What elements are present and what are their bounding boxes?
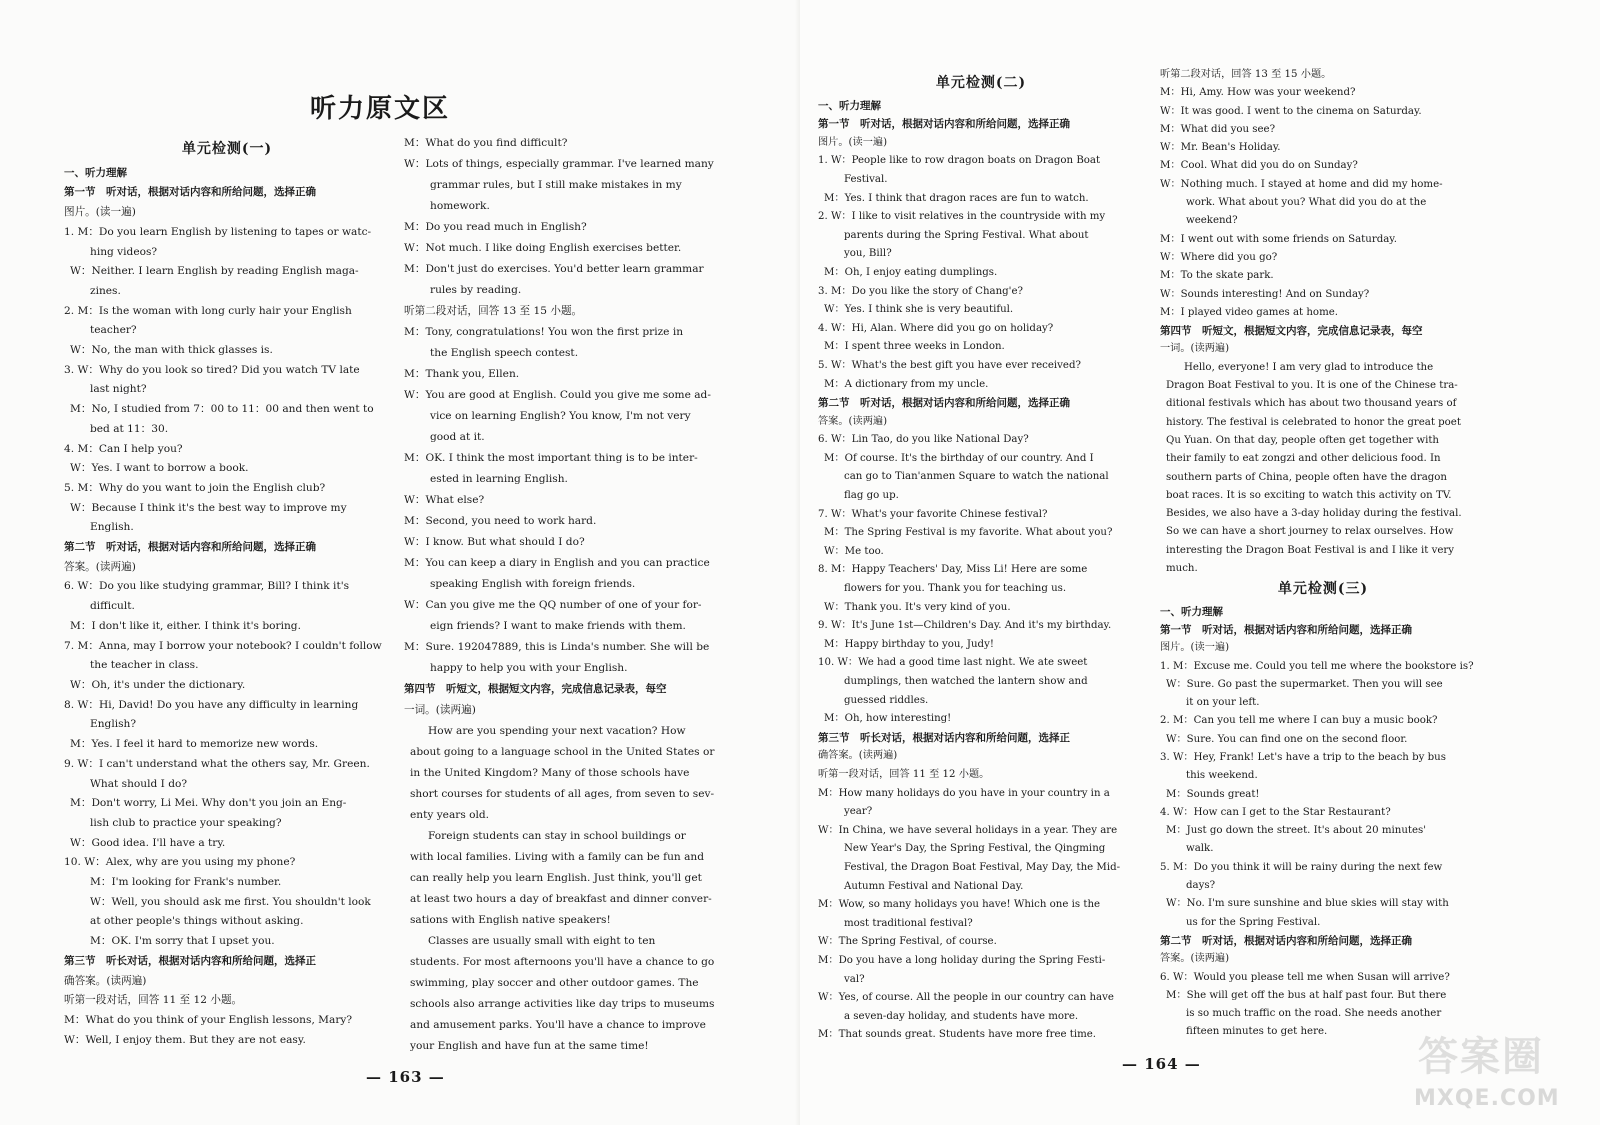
text-line: M：Of course. It's the birthday of our country. And I	[824, 452, 1094, 464]
text-line: W：Oh, it's under the dictionary.	[70, 678, 246, 691]
text-line: schools also arrange activities like day trips to museums	[410, 998, 715, 1010]
text-line: So we can have a short journey to relax ourselves. How	[1166, 526, 1454, 538]
text-line: 一词。(读两遍)	[1160, 343, 1230, 355]
paragraph-line: Foreign students can stay in school buildings or	[428, 830, 686, 842]
text-line: Autumn Festival and National Day.	[844, 880, 1024, 892]
page-number-left: — 163 —	[366, 1068, 445, 1086]
text-line: with local families. Living with a family can be fun and	[410, 851, 705, 863]
text-line: M：Sounds great!	[1166, 788, 1260, 800]
text-line: M：Don't worry, Li Mei. Why don't you join an Eng-	[70, 797, 347, 810]
text-line: M：Hi, Amy. How was your weekend?	[1160, 87, 1356, 99]
part-heading: 第二节 听对话，根据对话内容和所给问题，选择正确	[818, 397, 1070, 410]
text-line: W：Not much. I like doing English exercises better.	[404, 242, 682, 254]
text-line: Festival, the Dragon Boat Festival, May Day, the Mid-	[844, 861, 1121, 873]
text-line: enty years old.	[410, 809, 490, 821]
text-line: a seven-day holiday, and students have more.	[844, 1010, 1079, 1022]
text-line: Festival.	[844, 173, 888, 185]
text-line: W：Nothing much. I stayed at home and did my home-	[1160, 178, 1443, 190]
text-line: lish club to practice your speaking?	[90, 816, 282, 829]
text-line: 4. W：Hi, Alan. Where did you go on holiday?	[818, 322, 1054, 334]
text-line: guessed riddles.	[844, 694, 929, 706]
text-line: W：No, the man with thick glasses is.	[70, 344, 273, 357]
text-line: rules by reading.	[430, 284, 522, 296]
text-line: M：What did you see?	[1160, 123, 1276, 135]
text-line: vice on learning English? You know, I'm not very	[430, 410, 691, 422]
text-line: 一词。(读两遍)	[404, 704, 476, 716]
text-line: val?	[844, 973, 865, 985]
text-line: this weekend.	[1186, 770, 1258, 782]
text-line: 2. M：Is the woman with long curly hair your English	[64, 304, 352, 317]
text-line: 3. W：Why do you look so tired? Did you watch TV late	[64, 363, 360, 376]
text-line: M：Happy birthday to you, Judy!	[824, 638, 994, 650]
text-line: 4. W：How can I get to the Star Restaurant?	[1160, 806, 1391, 818]
text-line: 确答案。(读两遍)	[818, 750, 898, 762]
text-line: 6. W：Do you like studying grammar, Bill? I think it's	[64, 580, 350, 593]
text-line: walk.	[1186, 843, 1214, 855]
text-line: W：Yes. I want to borrow a book.	[70, 462, 249, 475]
text-line: grammar rules, but I still make mistakes in my	[430, 179, 682, 191]
text-line: your English and have fun at the same time!	[410, 1040, 649, 1052]
text-line: M：Yes. I feel it hard to memorize new words.	[70, 738, 319, 751]
text-line: 7. W：What's your favorite Chinese festival?	[818, 508, 1048, 520]
watermark	[1408, 1025, 1588, 1115]
text-line: the teacher in class.	[90, 659, 199, 672]
text-line: W：In China, we have several holidays in a year. They are	[818, 824, 1118, 836]
page-title: 听力原文区	[310, 94, 451, 124]
part-heading: 第一节 听对话，根据对话内容和所给问题，选择正确	[818, 118, 1070, 131]
text-line: good at it.	[430, 431, 485, 443]
text-line: 7. M：Anna, may I borrow your notebook? I couldn't follow	[64, 639, 382, 652]
text-line: their family to eat zongzi and other delicious food. In	[1166, 453, 1441, 465]
text-line: can go to Tian'anmen Square to watch the national	[844, 471, 1109, 483]
watermark-logo: 答案圈	[1418, 1034, 1544, 1080]
text-line: M：Cool. What did you do on Sunday?	[1160, 160, 1358, 172]
text-line: M：Sure. 192047889, this is Linda's number. She will be	[404, 641, 710, 653]
text-line: year?	[844, 806, 873, 818]
text-line: W：I know. But what should I do?	[404, 536, 585, 548]
text-line: difficult.	[90, 600, 135, 613]
text-line: us for the Spring Festival.	[1186, 916, 1321, 928]
text-line: M：You can keep a diary in English and you can practice	[404, 557, 710, 569]
text-line: and amusement parks. You'll have a chance to improve	[410, 1019, 706, 1031]
section-heading: 单元检测(二)	[935, 75, 1027, 91]
text-line: W：Neither. I learn English by reading English maga-	[70, 265, 359, 278]
text-line: W：What else?	[404, 494, 485, 506]
text-line: 3. W：Hey, Frank! Let's have a trip to the beach by bus	[1160, 751, 1446, 763]
text-line: at other people's things without asking.	[90, 915, 304, 928]
text-line: 10. W：Alex, why are you using my phone?	[64, 856, 296, 869]
part-heading: 第二节 听对话，根据对话内容和所给问题，选择正确	[64, 541, 316, 554]
text-line: 答案。(读两遍)	[818, 415, 888, 427]
text-line: teacher?	[90, 324, 137, 337]
text-line: the English speech contest.	[430, 347, 579, 359]
text-line: W：Me too.	[824, 545, 884, 557]
text-line: M：What do you think of your English lessons, Mary?	[64, 1013, 353, 1026]
text-line: much.	[1166, 563, 1198, 575]
page-right	[800, 0, 1600, 1125]
text-line: 听第一段对话，回答 11 至 12 小题。	[64, 994, 243, 1007]
text-line: English.	[90, 521, 134, 534]
text-line: about going to a language school in the United States or	[410, 746, 715, 758]
text-line: M：Don't just do exercises. You'd better learn grammar	[404, 263, 704, 275]
text-line: M：Do you have a long holiday during the Spring Festi-	[818, 954, 1106, 966]
text-line: M：I played video games at home.	[1160, 306, 1338, 318]
text-line: M：OK. I think the most important thing is to be inter-	[404, 452, 698, 464]
text-line: W：Can you give me the QQ number of one of your for-	[404, 599, 702, 611]
text-line: ditional festivals which has about two thousand years of	[1166, 398, 1457, 410]
text-line: W：You are good at English. Could you give me some ad-	[404, 389, 711, 401]
text-line: parents during the Spring Festival. What about	[844, 229, 1089, 241]
text-line: Dragon Boat Festival to you. It is one of the Chinese tra-	[1166, 380, 1458, 392]
text-line: 3. M：Do you like the story of Chang'e?	[818, 285, 1023, 297]
text-line: W：Sounds interesting! And on Sunday?	[1160, 288, 1370, 300]
text-line: M：Oh, I enjoy eating dumplings.	[824, 266, 998, 278]
text-line: 图片。(读一遍)	[64, 206, 136, 219]
text-line: you, Bill?	[844, 248, 892, 260]
text-line: boat races. It is so exciting to watch this activity on TV.	[1166, 489, 1452, 501]
text-line: 听第二段对话，回答 13 至 15 小题。	[1160, 69, 1332, 80]
text-line: can really help you learn English. Just think, you'll get	[410, 872, 702, 884]
text-line: W：Sure. Go past the supermarket. Then you will see	[1166, 678, 1443, 690]
paragraph-line: Hello, everyone! I am very glad to introduce the	[1184, 361, 1434, 373]
text-line: New Year's Day, the Spring Festival, the Qingming	[844, 843, 1106, 855]
text-line: W：Thank you. It's very kind of you.	[824, 601, 1011, 613]
text-line: M：What do you find difficult?	[404, 137, 568, 149]
text-line: history. The festival is celebrated to honor the great poet	[1166, 416, 1461, 428]
text-line: in the United Kingdom? Many of those schools have	[410, 767, 690, 779]
part-heading: 第三节 听长对话，根据对话内容和所给问题，选择正	[64, 954, 316, 967]
text-line: at least two hours a day of breakfast and dinner conver-	[410, 893, 712, 905]
text-line: 1. W：People like to row dragon boats on Dragon Boat	[818, 155, 1101, 167]
text-line: 5. W：What's the best gift you have ever received?	[818, 359, 1081, 371]
text-line: flowers for you. Thank you for teaching us.	[844, 583, 1067, 595]
text-line: speaking English with foreign friends.	[430, 578, 636, 590]
text-line: 6. W：Lin Tao, do you like National Day?	[818, 434, 1029, 446]
text-line: 6. W：Would you please tell me when Susan will arrive?	[1160, 971, 1450, 983]
watermark-url: MXQE.COM	[1414, 1086, 1560, 1111]
text-line: most traditional festival?	[844, 917, 973, 929]
text-line: M：A dictionary from my uncle.	[824, 378, 989, 390]
text-line: sations with English native speakers!	[410, 914, 611, 926]
part-heading: 第三节 听长对话，根据对话内容和所给问题，选择正	[818, 731, 1070, 744]
text-line: 确答案。(读两遍)	[64, 974, 147, 987]
text-column-4	[1160, 66, 1486, 1042]
text-line: M：That sounds great. Students have more free time.	[818, 1029, 1097, 1041]
text-line: M：Wow, so many holidays you have! Which one is the	[818, 899, 1101, 911]
text-line: 图片。(读一遍)	[818, 136, 888, 148]
text-line: short courses for students of all ages, from seven to sev-	[410, 788, 715, 800]
text-line: 图片。(读一遍)	[1160, 642, 1230, 654]
paragraph-line: Classes are usually small with eight to ten	[428, 935, 656, 947]
text-line: M：Yes. I think that dragon races are fun to watch.	[824, 192, 1089, 204]
text-line: swimming, play soccer and other outdoor games. The	[410, 977, 699, 989]
part-heading: 第四节 听短文，根据短文内容，完成信息记录表，每空	[1160, 325, 1423, 338]
text-line: bed at 11：30.	[90, 422, 169, 435]
text-line: is so much traffic on the road. She needs another	[1186, 1008, 1442, 1020]
text-line: Qu Yuan. On that day, people often get together with	[1166, 434, 1439, 446]
text-line: W：It was good. I went to the cinema on Saturday.	[1160, 105, 1422, 117]
text-line: 听第二段对话，回答 13 至 15 小题。	[404, 305, 583, 317]
text-line: What should I do?	[90, 777, 188, 790]
text-line: M：OK. I'm sorry that I upset you.	[90, 935, 275, 948]
text-line: M：She will get off the bus at half past four. But there	[1166, 989, 1447, 1001]
text-line: flag go up.	[844, 490, 899, 502]
text-line: 8. M：Happy Teachers' Day, Miss Li! Here are some	[818, 564, 1088, 576]
text-line: 2. W：I like to visit relatives in the countryside with my	[818, 211, 1106, 223]
text-line: M：I spent three weeks in London.	[824, 341, 1005, 353]
part-heading: 一、听力理解	[818, 99, 881, 112]
text-line: weekend?	[1186, 215, 1238, 227]
text-line: zines.	[90, 284, 121, 297]
text-column-3	[818, 72, 1144, 1045]
text-line: M：Second, you need to work hard.	[404, 515, 597, 527]
part-heading: 第四节 听短文，根据短文内容，完成信息记录表，每空	[404, 683, 667, 695]
text-line: 听第一段对话，回答 11 至 12 小题。	[818, 768, 990, 780]
text-line: 1. M：Do you learn English by listening to tapes or watc-	[64, 225, 372, 238]
text-line: English?	[90, 718, 137, 731]
text-line: hing videos?	[90, 245, 158, 258]
text-line: eign friends? I want to make friends with them.	[430, 620, 686, 632]
text-line: fifteen minutes to get here.	[1186, 1026, 1328, 1038]
text-line: W：Mr. Bean's Holiday.	[1160, 142, 1281, 154]
text-line: 8. W：Hi, David! Do you have any difficulty in learning	[64, 698, 359, 711]
part-heading: 第一节 听对话，根据对话内容和所给问题，选择正确	[1160, 623, 1412, 636]
part-heading: 第一节 听对话，根据对话内容和所给问题，选择正确	[64, 186, 316, 199]
text-line: M：Do you read much in English?	[404, 221, 587, 233]
text-line: W：Because I think it's the best way to improve my	[70, 501, 347, 514]
text-line: 9. W：It's June 1st—Children's Day. And it's my birthday.	[818, 620, 1112, 632]
text-line: W：No. I'm sure sunshine and blue skies will stay with	[1166, 898, 1449, 910]
text-line: M：Tony, congratulations! You won the first prize in	[404, 326, 684, 338]
text-line: 1. M：Excuse me. Could you tell me where the bookstore is?	[1160, 660, 1474, 672]
text-line: M：The Spring Festival is my favorite. What about you?	[824, 527, 1113, 539]
text-line: M：I went out with some friends on Saturday.	[1160, 233, 1397, 245]
text-line: M：I don't like it, either. I think it's boring.	[70, 619, 301, 632]
text-column-2	[404, 133, 729, 1057]
text-line: W：Yes, of course. All the people in our country can have	[818, 992, 1114, 1004]
text-line: M：Thank you, Ellen.	[404, 368, 520, 380]
text-line: W：Yes. I think she is very beautiful.	[824, 304, 1014, 316]
text-line: M：I'm looking for Frank's number.	[90, 876, 282, 889]
text-line: 答案。(读两遍)	[1160, 953, 1230, 965]
text-line: 5. M：Do you think it will be rainy during the next few	[1160, 861, 1443, 873]
text-line: homework.	[430, 200, 490, 212]
text-line: W：Good idea. I'll have a try.	[70, 836, 226, 849]
text-line: 10. W：We had a good time last night. We ate sweet	[818, 657, 1088, 669]
text-line: M：Oh, how interesting!	[824, 713, 952, 725]
text-line: happy to help you with your English.	[430, 662, 628, 674]
text-line: W：Well, I enjoy them. But they are not easy.	[64, 1033, 306, 1046]
section-heading: 单元检测(一)	[181, 141, 273, 157]
text-line: M：No, I studied from 7：00 to 11：00 and then went to	[70, 403, 374, 416]
text-line: W：Lots of things, especially grammar. I've learned many	[404, 158, 714, 170]
text-line: W：Where did you go?	[1160, 251, 1278, 263]
text-line: W：Well, you should ask me first. You shouldn't look	[90, 895, 371, 908]
text-column-1	[64, 138, 390, 1050]
text-line: work. What about you? What did you do at the	[1186, 197, 1427, 209]
page-number-right: — 164 —	[1122, 1055, 1201, 1073]
text-line: dumplings, then watched the lantern show and	[844, 676, 1088, 687]
part-heading: 第二节 听对话，根据对话内容和所给问题，选择正确	[1160, 934, 1412, 947]
text-line: W：Sure. You can find one on the second floor.	[1166, 733, 1408, 745]
part-heading: 一、听力理解	[1160, 605, 1223, 618]
text-line: 5. M：Why do you want to join the English club?	[64, 481, 326, 494]
paragraph-line: How are you spending your next vacation? How	[428, 725, 686, 737]
text-line: M：To the skate park.	[1160, 270, 1274, 282]
text-line: ested in learning English.	[430, 473, 568, 485]
text-line: 2. M：Can you tell me where I can buy a music book?	[1160, 715, 1438, 727]
text-line: 4. M：Can I help you?	[64, 442, 183, 455]
text-line: southern parts of China, people often have the dragon	[1166, 471, 1447, 483]
text-line: it on your left.	[1186, 697, 1260, 709]
text-line: M：Just go down the street. It's about 20 minutes'	[1166, 825, 1427, 837]
text-line: last night?	[90, 383, 147, 396]
part-heading: 一、听力理解	[64, 166, 127, 179]
text-line: 9. W：I can't understand what the others say, Mr. Green.	[64, 757, 370, 770]
text-line: Besides, we also have a 3-day holiday during the festival.	[1166, 508, 1462, 520]
section-heading: 单元检测(三)	[1277, 581, 1369, 598]
text-line: M：How many holidays do you have in your country in a	[818, 787, 1110, 799]
text-line: interesting the Dragon Boat Festival is and I like it very	[1166, 544, 1455, 556]
text-line: W：The Spring Festival, of course.	[818, 936, 997, 948]
text-line: students. For most afternoons you'll have a chance to go	[410, 956, 715, 968]
text-line: 答案。(读两遍)	[64, 560, 136, 573]
text-line: days?	[1186, 880, 1216, 892]
